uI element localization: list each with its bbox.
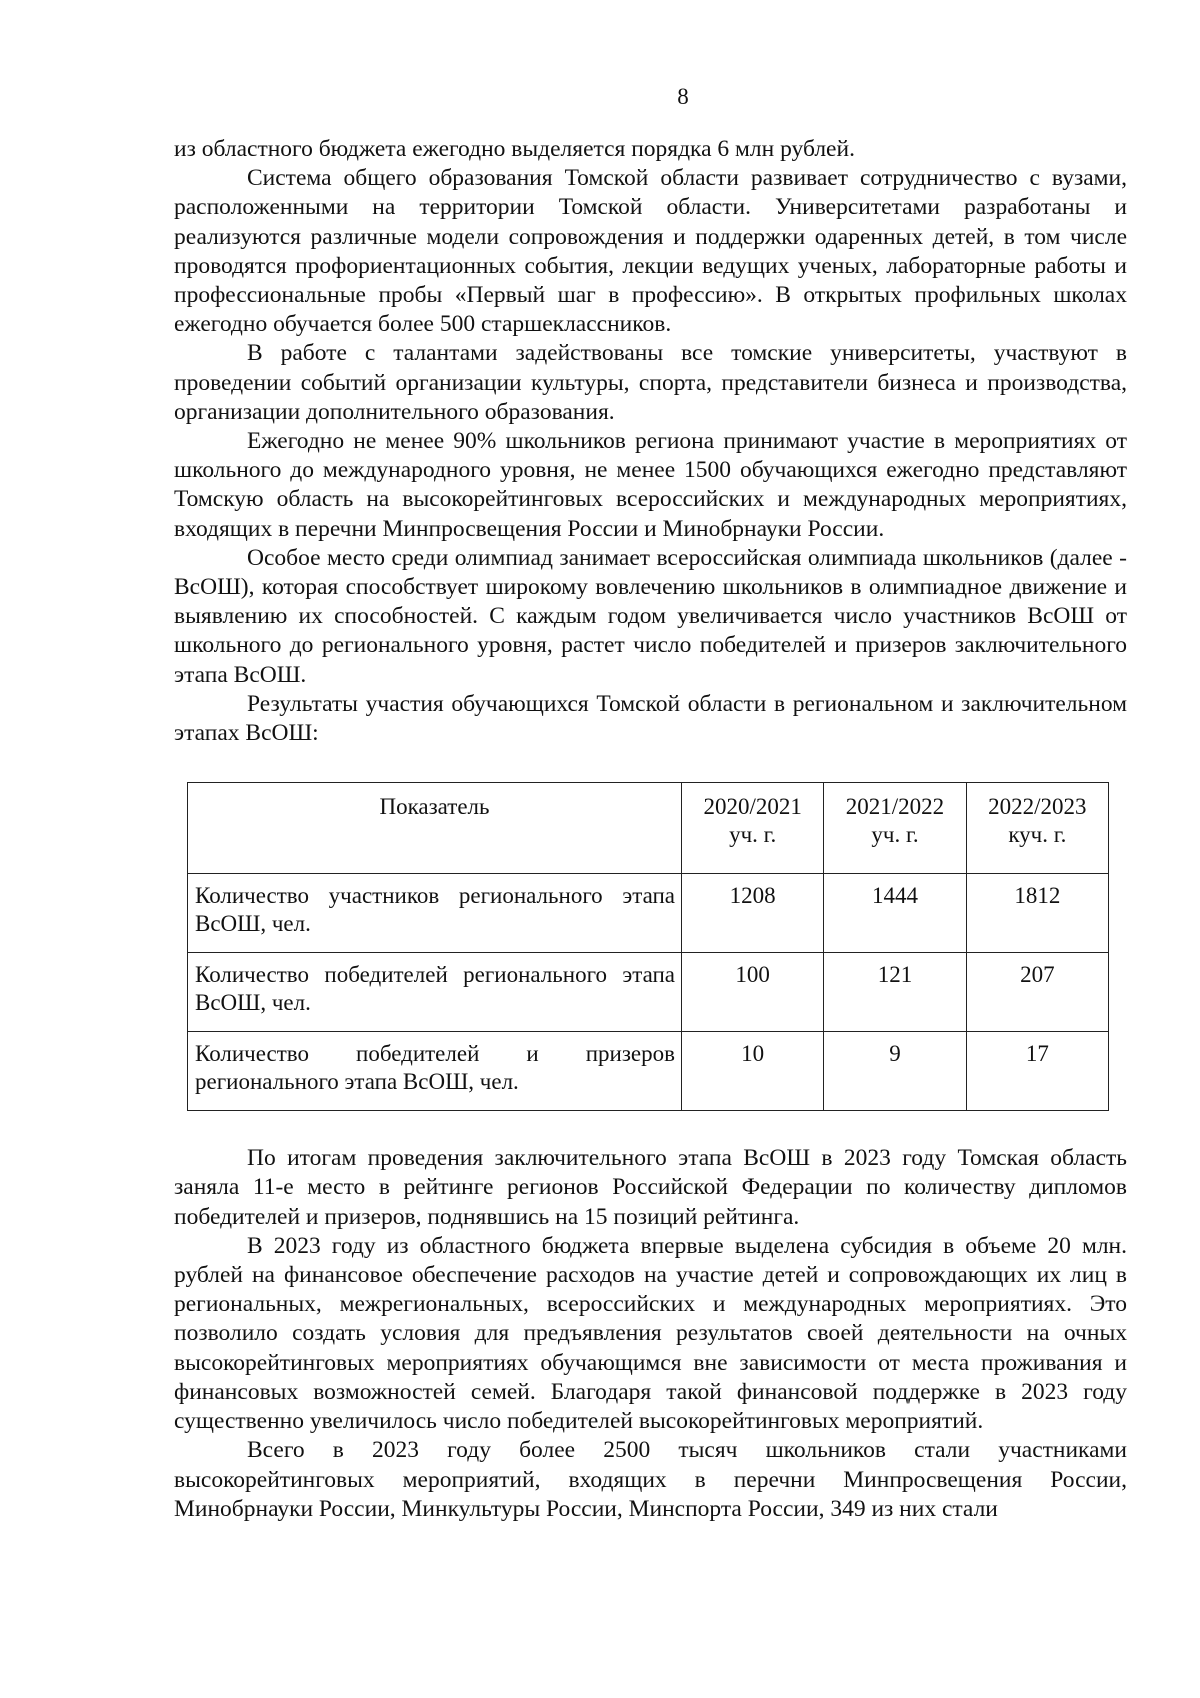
results-table-container — [187, 782, 1127, 1111]
header-year-3 — [966, 783, 1108, 874]
paragraph-results-intro: Результаты участия обучающихся Томской области в региональном и заключительном этапах ВсОШ: — [174, 690, 1127, 747]
cell-value: 1444 — [824, 874, 966, 953]
table-row — [188, 1032, 1109, 1111]
cell-value: 10 — [682, 1032, 824, 1111]
header-year-label: 2022/2023 — [988, 794, 1087, 820]
cell-value: 9 — [824, 1032, 966, 1111]
paragraph-universities: Система общего образования Томской области развивает сотрудничество с вузами, расположенными на территории Томской области. Университетами разработаны и реализуются различные модели сопровождения и поддержки одаренных детей, в том числе проводятся профориентационных события, лекции ведущих ученых, лабораторные работы и профессиональные пробы «Первый шаг в профессию». В открытых профильных школах ежегодно обучается более 500 старшеклассников. — [174, 165, 1127, 338]
paragraph-talents: В работе с талантами задействованы все томские университеты, участвуют в проведении событий организации культуры, спорта, представители бизнеса и производства, организации дополнительного образования. — [174, 340, 1127, 425]
header-year-label: 2020/2021 — [703, 794, 802, 820]
page-number: 8 — [677, 84, 689, 109]
cell-value: 1812 — [966, 874, 1108, 953]
header-year-2 — [824, 783, 966, 874]
row-label: Количество победителей и призеров регионального этапа ВсОШ, чел. — [188, 1032, 682, 1111]
paragraph-continuation: из областного бюджета ежегодно выделяется порядка 6 млн рублей. — [174, 136, 855, 162]
paragraph-olympiad: Особое место среди олимпиад занимает всероссийская олимпиада школьников (далее - ВсОШ), которая способствует широкому вовлечению школьников в олимпиадное движение и выявлению их способностей. С каждым годом увеличивается число участников ВсОШ от школьного до регионального уровня, растет число победителей и призеров заключительного этапа ВсОШ. — [174, 544, 1127, 688]
header-year-suffix: уч. г. — [729, 822, 777, 848]
header-indicator: Показатель — [188, 783, 682, 874]
header-year-suffix: уч. г. — [871, 822, 919, 848]
cell-value: 121 — [824, 953, 966, 1032]
header-year-label: 2021/2022 — [845, 794, 945, 820]
paragraph-final-stage: По итогам проведения заключительного этапа ВсОШ в 2023 году Томская область заняла 11-е место в рейтинге регионов Российской Федерации по количеству дипломов победителей и призеров, поднявшись на 15 позиций рейтинга. — [174, 1145, 1127, 1230]
cell-value: 100 — [682, 953, 824, 1032]
row-label: Количество победителей регионального этапа ВсОШ, чел. — [188, 953, 682, 1032]
table-row — [188, 953, 1109, 1032]
results-table — [187, 782, 1109, 1111]
row-label: Количество участников регионального этапа ВсОШ, чел. — [188, 874, 682, 953]
cell-value: 17 — [966, 1032, 1108, 1111]
paragraph-total-2023: Всего в 2023 году более 2500 тысяч школьников стали участниками высокорейтинговых мероприятий, входящих в перечни Минпросвещения России, Минобрнауки России, Минкультуры России, Минспорта России, 349 из них стали — [174, 1437, 1127, 1522]
paragraph-subsidy: В 2023 году из областного бюджета впервые выделена субсидия в объеме 20 млн. рублей на финансовое обеспечение расходов на участие детей и сопровождающих их лиц в региональных, межрегиональных, всероссийских и международных мероприятиях. Это позволило создать условия для предъявления результатов своей деятельности на очных высокорейтинговых мероприятиях обучающимся вне зависимости от места проживания и финансовых возможностей семей. Благодаря такой финансовой поддержке в 2023 году существенно увеличилось число победителей высокорейтинговых мероприятий. — [174, 1232, 1127, 1435]
cell-value: 1208 — [682, 874, 824, 953]
header-year-suffix: куч. г. — [1008, 822, 1067, 848]
header-year-1 — [682, 783, 824, 874]
table-row — [188, 874, 1109, 953]
cell-value: 207 — [966, 953, 1108, 1032]
document-body — [174, 135, 1127, 1524]
table-header-row — [188, 783, 1109, 874]
paragraph-participation: Ежегодно не менее 90% школьников региона принимают участие в мероприятиях от школьного до международного уровня, не менее 1500 обучающихся ежегодно представляют Томскую область на высокорейтинговых всероссийских и международных мероприятиях, входящих в перечни Минпросвещения России и Минобрнауки России. — [174, 428, 1127, 542]
